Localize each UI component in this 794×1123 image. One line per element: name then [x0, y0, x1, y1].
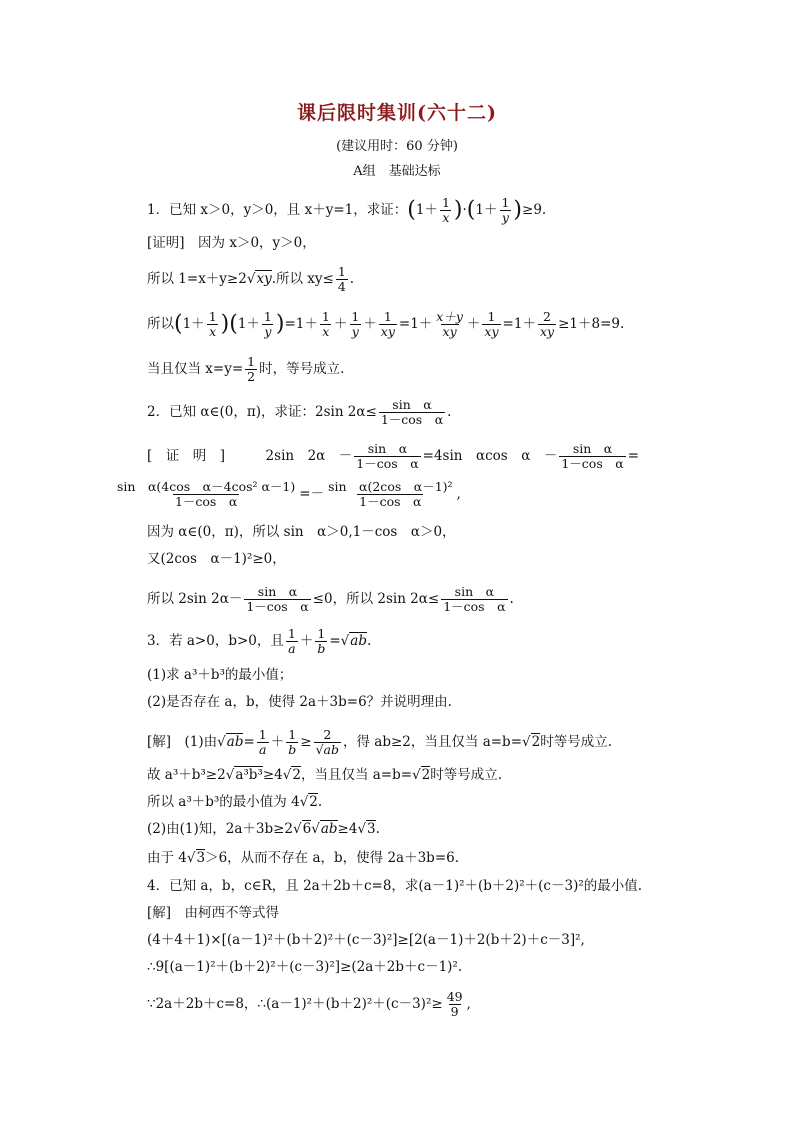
- problem-3-solution-1: [解] (1)由√ab= $\frac{1}{a}$ ＋ $\frac{1}{b}$ ≥ $\frac{2}{√ab}$ ，得 ab≥2，当且仅当 a=b=√2时等号成立.: [147, 727, 613, 757]
- problem-1-statement: 1．已知 x＞0，y＞0，且 x＋y=1，求证：(1＋ $\frac{1}{x}$ )·(1＋ $\frac{1}{y}$ )≥9.: [147, 195, 547, 225]
- problem-2-proof-line-2: $\frac{\text{sin α(4cos α－4cos² α－1)}}{\text{1－cos α}}$ =－ $\frac{\text{sin α(2cos α－1)²}}{\text{1－cos α}}$ ,: [117, 479, 461, 509]
- problem-2-statement: 2．已知 α∈(0，π)，求证：2sin 2α≤ $\frac{\text{sin α}}{\text{1－cos α}}$ .: [147, 397, 452, 427]
- problem-4-step-3: ∵2a＋2b＋c=8，∴(a－1)²＋(b＋2)²＋(c－3)²≥ $\frac{49}{9}$ ,: [147, 989, 471, 1019]
- problem-3-question-2: (2)是否存在 a，b，使得 2a＋3b=6？并说明理由.: [147, 694, 452, 710]
- problem-2-because: 因为 α∈(0，π)，所以 sin α＞0,1－cos α＞0，: [147, 524, 456, 540]
- problem-1-proof-label: [证明] 因为 x＞0，y＞0，: [147, 235, 316, 251]
- problem-2-proof-line-1: [ 证 明 ] 2sin 2α － $\frac{\text{sin α}}{\text{1－cos α}}$ =4sin αcos α － $\frac{\text{sin α}}{\text{1－cos α}}$ =: [147, 441, 639, 471]
- problem-3-since: 由于 4√3＞6，从而不存在 a，b，使得 2a＋3b=6.: [147, 850, 460, 866]
- problem-3-part-2: (2)由(1)知，2a＋3b≥2√6√ab≥4√3.: [147, 821, 380, 837]
- problem-4-statement: 4．已知 a，b，c∈R，且 2a＋2b＋c=8，求(a－1)²＋(b＋2)²＋(c－3)²的最小值.: [147, 878, 643, 894]
- problem-3-hence: 故 a³＋b³≥2√a³b³≥4√2，当且仅当 a=b=√2时等号成立.: [147, 767, 503, 783]
- group-heading: A组 基础达标: [353, 164, 441, 179]
- problem-3-question-1: (1)求 a³＋b³的最小值；: [147, 667, 293, 683]
- problem-3-minimum: 所以 a³＋b³的最小值为 4√2.: [147, 794, 323, 810]
- problem-4-solution-label: [解] 由柯西不等式得: [147, 905, 280, 921]
- problem-1-equality: 当且仅当 x=y= $\frac{1}{2}$ 时，等号成立.: [147, 354, 345, 384]
- problem-3-statement: 3．若 a>0，b>0，且 $\frac{1}{a}$ ＋ $\frac{1}{b}$ =√ab.: [147, 626, 372, 656]
- problem-1-step-2: 所以 1=x＋y≥2√xy.所以 xy≤ $\frac{1}{4}$ .: [147, 264, 355, 294]
- problem-2-conclusion: 所以 2sin 2α－ $\frac{\text{sin α}}{\text{1－cos α}}$ ≤0，所以 2sin 2α≤ $\frac{\text{sin α}}{\text{1－cos α}}$ .: [147, 584, 514, 614]
- problem-1-step-3: 所以(1＋ $\frac{1}{x}$ )(1＋ $\frac{1}{y}$ )=1＋ $\frac{1}{x}$ ＋ $\frac{1}{y}$ ＋ $\frac{1}{xy}$ =1＋ $\frac{x+y}{xy}$ ＋ $\frac{1}{xy}$ =1＋ $\frac{2}{xy}$ ≥1＋8=9.: [147, 309, 625, 339]
- problem-4-step-2: ∴9[(a－1)²＋(b＋2)²＋(c－3)²]≥(2a＋2b＋c－1)².: [147, 959, 463, 975]
- time-hint: (建议用时：60 分钟): [336, 139, 458, 154]
- page-title: 课后限时集训(六十二): [297, 102, 497, 124]
- problem-4-step-1: (4＋4＋1)×[(a－1)²＋(b＋2)²＋(c－3)²]≥[2(a－1)＋2(b＋2)＋c－3]²,: [147, 932, 585, 948]
- problem-2-also: 又(2cos α－1)²≥0，: [147, 551, 286, 567]
